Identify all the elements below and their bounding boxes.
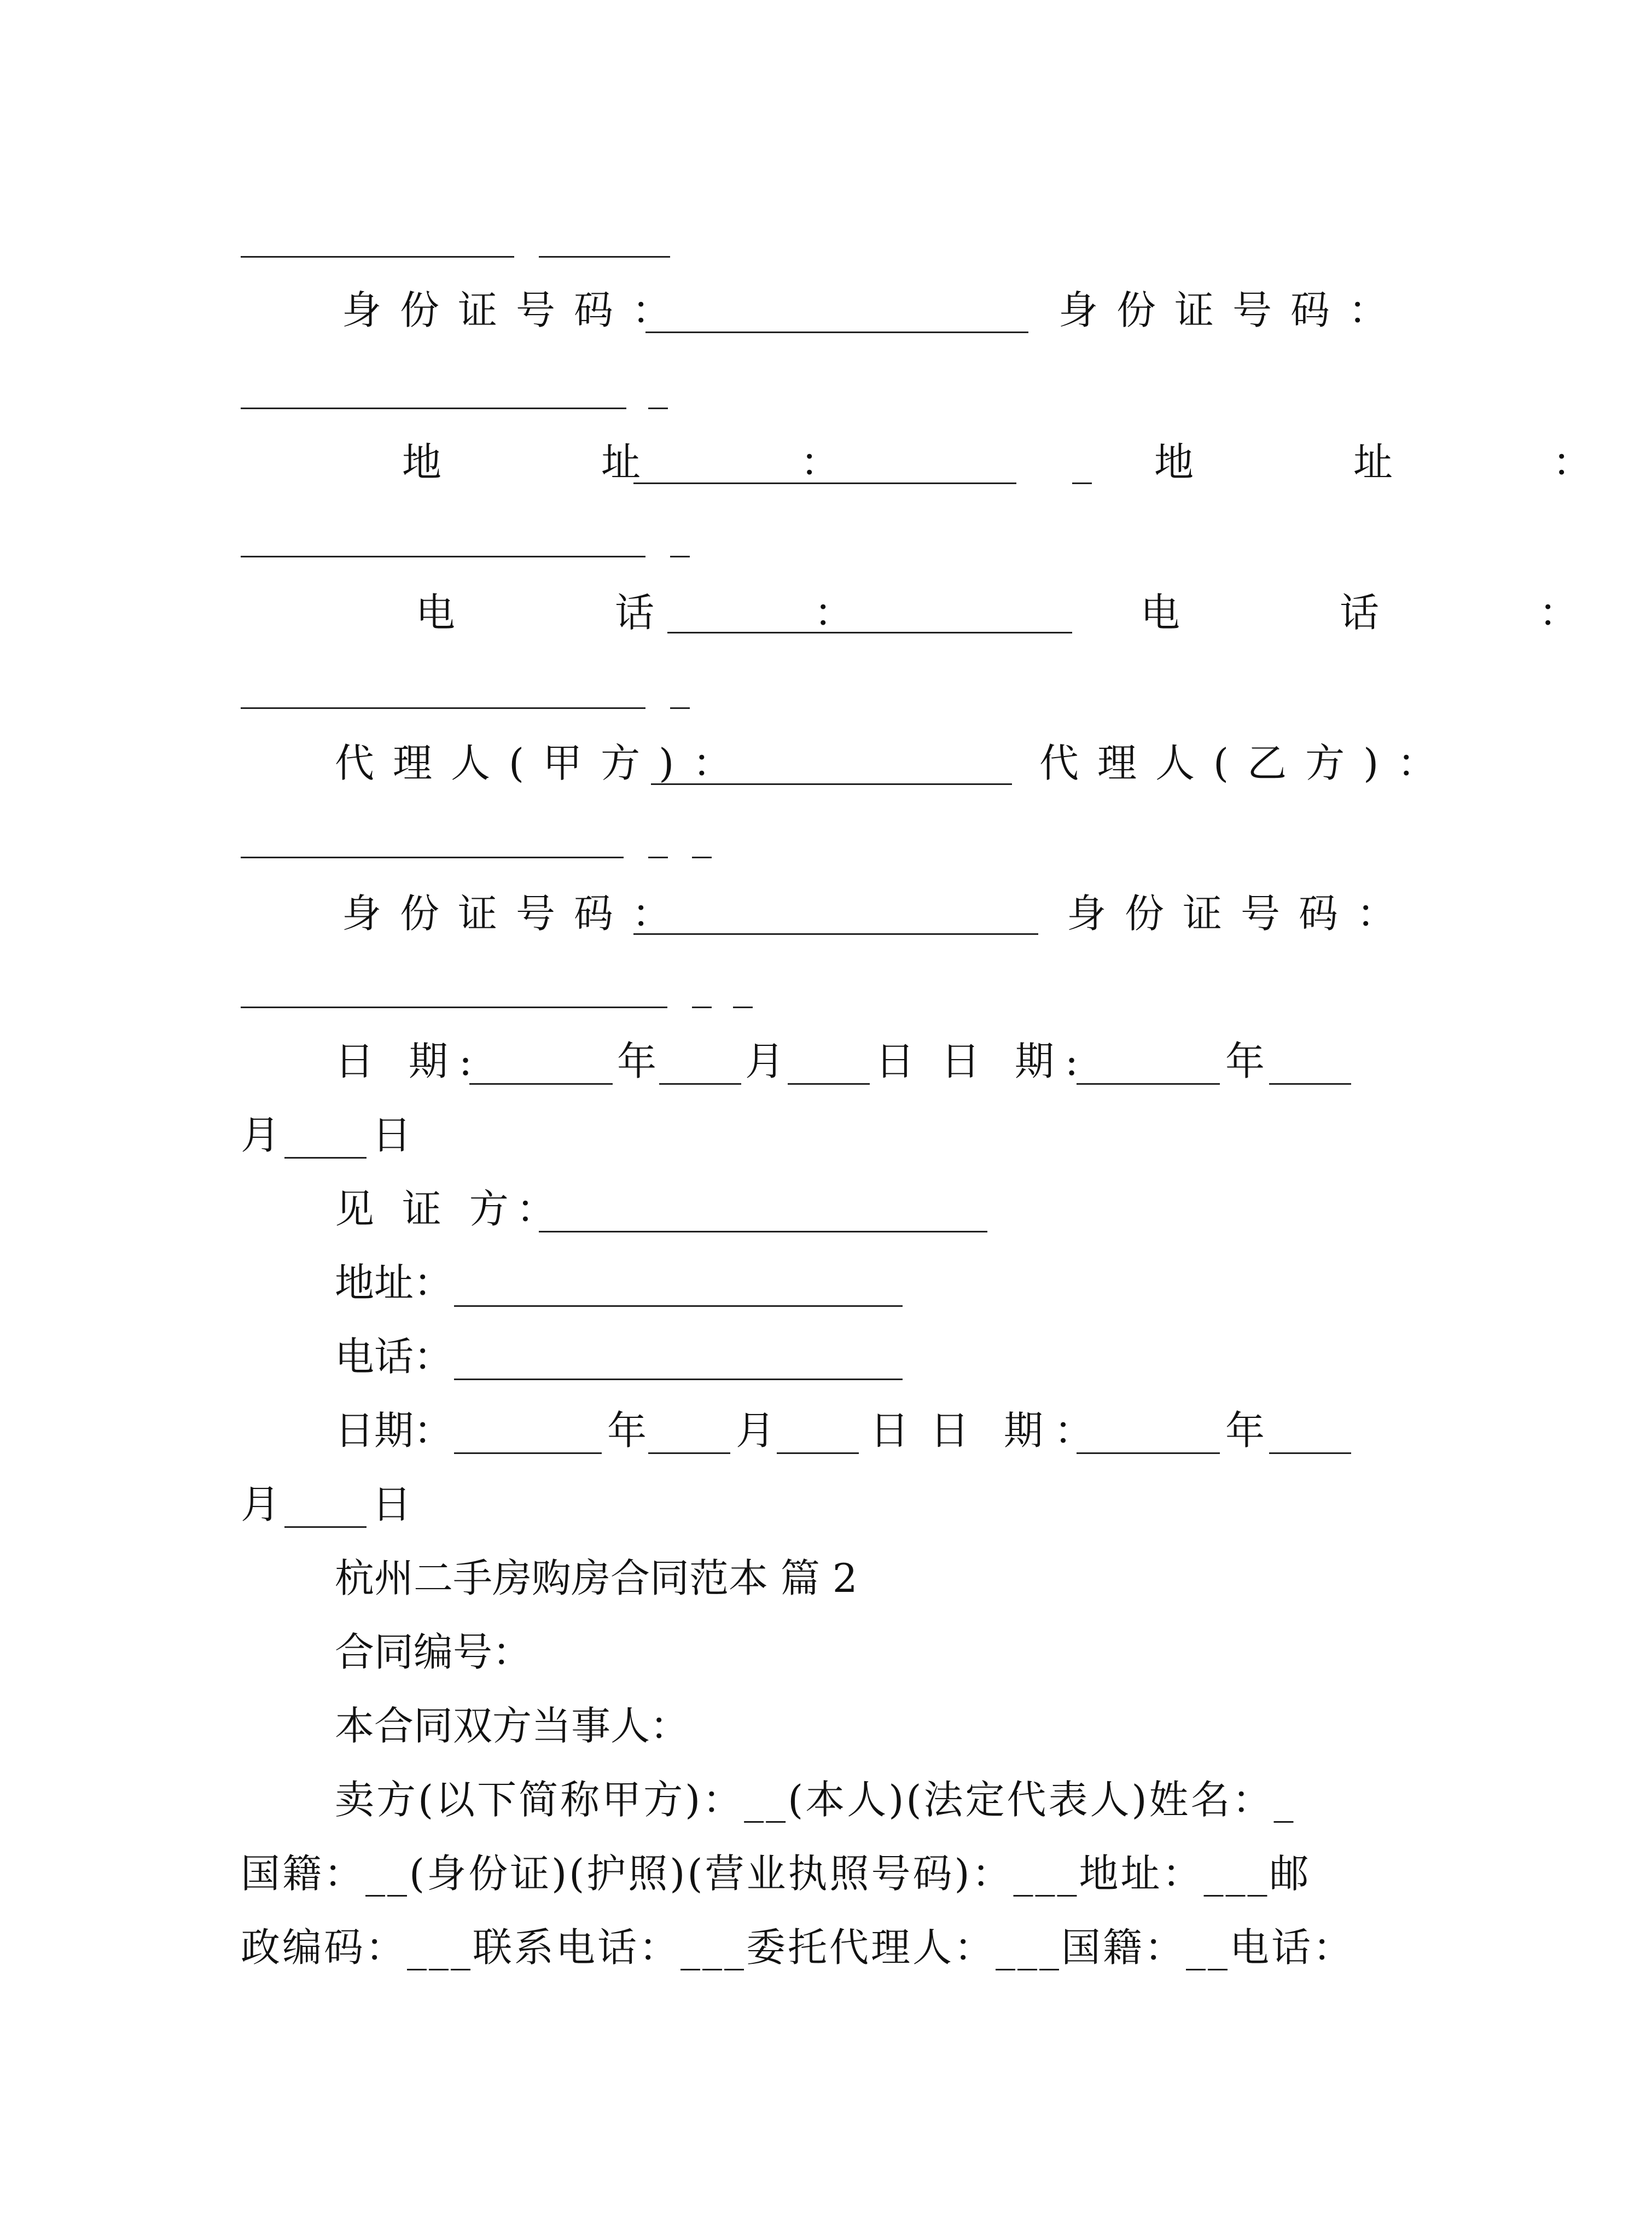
agent-b-label: 代理人(乙方)： [1039, 740, 1456, 786]
blank-rule [670, 707, 690, 709]
phone-blank-a[interactable] [667, 632, 1072, 633]
year-label: 年 [1225, 1038, 1265, 1084]
month-label: 月 [745, 1038, 785, 1084]
date-day-blank-c[interactable] [777, 1452, 859, 1454]
witness-label: 见 证 方： [335, 1186, 563, 1232]
agent-id-label-a: 身份证号码： [342, 891, 690, 937]
date-year-blank-c[interactable] [454, 1452, 602, 1454]
month-label: 月 [241, 1112, 281, 1158]
date-month-blank-c[interactable] [648, 1452, 730, 1454]
date-year-blank-a[interactable] [469, 1083, 613, 1085]
date-year-blank-d[interactable] [1077, 1452, 1220, 1454]
date-year-blank-b[interactable] [1077, 1083, 1220, 1085]
seller-paragraph-line1: 卖方(以下简称甲方)：__(本人)(法定代表人)姓名：_ [335, 1777, 1296, 1823]
blank-rule [1072, 482, 1092, 484]
phone-label-a: 电 话 ： [416, 590, 914, 636]
phone-label-b: 电 话 ： [1141, 590, 1639, 636]
date-label-c: 日期： [335, 1408, 453, 1453]
blank-rule [692, 1007, 712, 1008]
seller-paragraph-line3: 政编码：___联系电话：___委托代理人：___国籍：__电话： [241, 1924, 1355, 1970]
blank-rule [539, 256, 670, 258]
agent-id-blank-b[interactable] [241, 1007, 667, 1008]
date-label-d: 日 期： [930, 1408, 1104, 1453]
year-label: 年 [617, 1038, 657, 1084]
address-blank-a[interactable] [633, 482, 1016, 484]
blank-rule [648, 857, 668, 858]
agent-id-blank-a[interactable] [633, 933, 1038, 935]
day-label: 日 [870, 1408, 910, 1453]
date-month-blank-a[interactable] [659, 1083, 741, 1085]
id-number-label-a: 身份证号码： [342, 287, 690, 333]
year-label: 年 [607, 1408, 647, 1453]
parties-label: 本合同双方当事人： [335, 1703, 690, 1749]
seller-paragraph-line2: 国籍：__(身份证)(护照)(营业执照号码)：___地址：___邮 [241, 1851, 1311, 1897]
day-label: 日 [875, 1038, 915, 1084]
section-title: 杭州二手房购房合同范本 篇 2 [335, 1555, 858, 1601]
address-label-b: 地 址 ： [1154, 439, 1652, 485]
date-label-a: 日 期: [335, 1038, 484, 1084]
blank-rule [692, 857, 712, 858]
date-label-b: 日 期: [941, 1038, 1090, 1084]
date-day-blank-a[interactable] [788, 1083, 870, 1085]
day-label: 日 [372, 1481, 412, 1527]
month-label: 月 [736, 1408, 776, 1453]
phone-blank-b[interactable] [241, 707, 645, 709]
blank-rule [670, 556, 690, 557]
witness-phone-blank[interactable] [454, 1379, 903, 1380]
id-number-label-b: 身份证号码： [1058, 287, 1407, 333]
date-month-blank-d[interactable] [1269, 1452, 1351, 1454]
witness-blank[interactable] [539, 1231, 987, 1232]
witness-phone-label: 电话： [335, 1334, 453, 1380]
month-label: 月 [241, 1481, 281, 1527]
year-label: 年 [1225, 1408, 1265, 1453]
address-label-a: 地 址 ： [402, 439, 900, 485]
blank-rule [241, 256, 514, 258]
day-label: 日 [372, 1112, 412, 1158]
witness-address-blank[interactable] [454, 1305, 903, 1307]
agent-a-blank[interactable] [651, 783, 1012, 785]
date-day-blank-d[interactable] [284, 1526, 367, 1528]
date-month-blank-b[interactable] [1269, 1083, 1351, 1085]
date-day-blank-b[interactable] [284, 1157, 367, 1159]
witness-address-label: 地址： [335, 1260, 453, 1306]
contract-number-label: 合同编号： [335, 1629, 532, 1675]
id-number-blank-a[interactable] [645, 332, 1028, 333]
agent-id-label-b: 身份证号码： [1067, 891, 1415, 937]
id-number-blank-b[interactable] [241, 408, 626, 409]
blank-rule [648, 408, 668, 409]
agent-a-label: 代理人(甲方)： [335, 740, 751, 786]
blank-rule [733, 1007, 753, 1008]
agent-b-blank[interactable] [241, 857, 624, 858]
address-blank-b[interactable] [241, 556, 645, 557]
